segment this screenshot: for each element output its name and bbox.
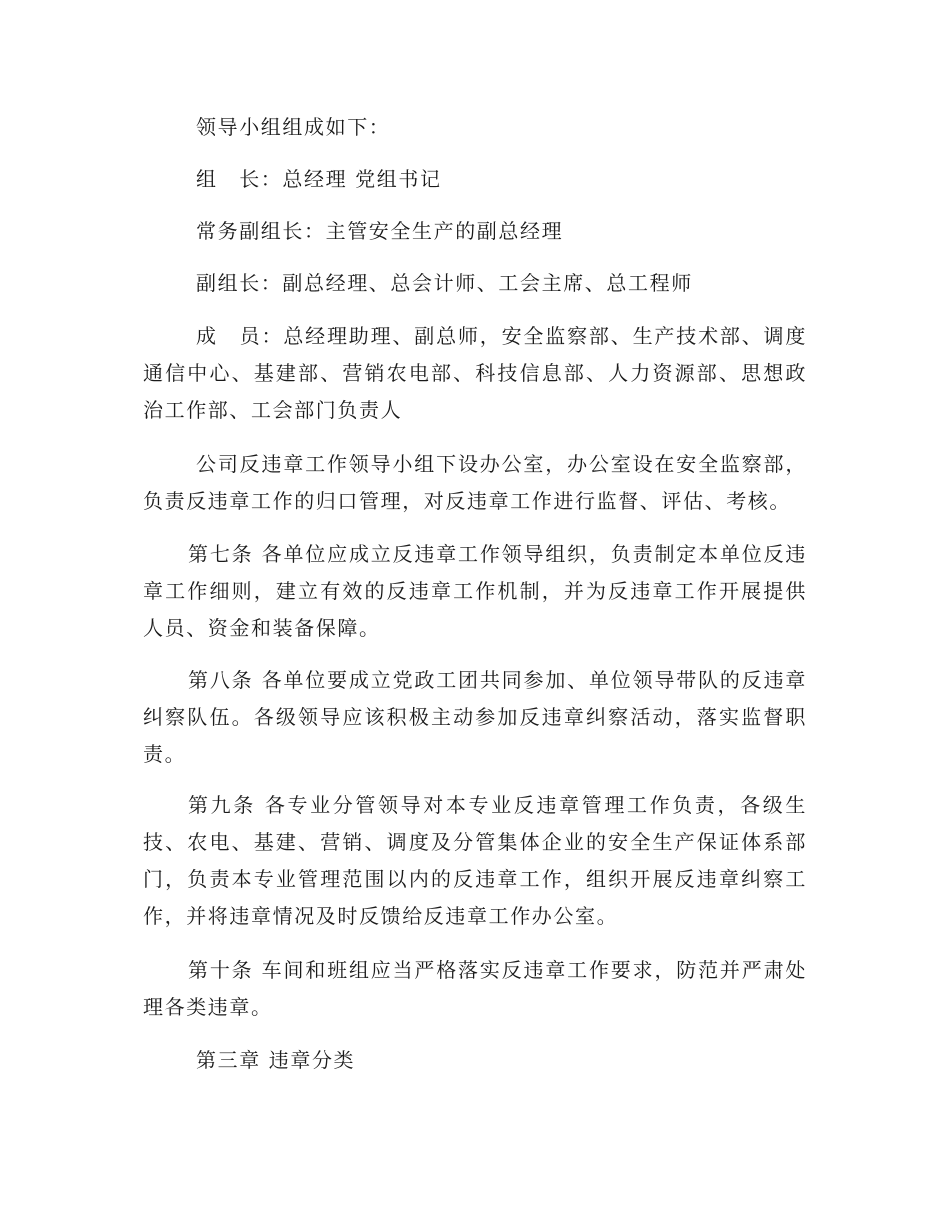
article-10-paragraph: 第十条 车间和班组应当严格落实反违章工作要求，防范并严肃处理各类违章。 (143, 958, 807, 1019)
deputy-line: 副组长：副总经理、总会计师、工会主席、总工程师 (196, 271, 693, 295)
office-paragraph: 公司反违章工作领导小组下设办公室，办公室设在安全监察部，负责反违章工作的归口管理，对反违章工作进行监督、评估、考核。 (143, 452, 807, 513)
article-7-paragraph: 第七条 各单位应成立反违章工作领导组织，负责制定本单位反违章工作细则，建立有效的反违章工作机制，并为反违章工作开展提供人员、资金和装备保障。 (143, 542, 807, 640)
article-9-paragraph: 第九条 各专业分管领导对本专业反违章管理工作负责，各级生技、农电、基建、营销、调度及分管集体企业的安全生产保证体系部门，负责本专业管理范围以内的反违章工作，组织开展反违章纠察工作，并将违章情况及时反馈给反违章工作办公室。 (143, 793, 807, 928)
chapter-3-heading: 第三章 违章分类 (196, 1048, 356, 1072)
members-paragraph: 成 员：总经理助理、副总师，安全监察部、生产技术部、调度通信中心、基建部、营销农电部、科技信息部、人力资源部、思想政治工作部、工会部门负责人 (143, 324, 807, 422)
executive-deputy-line: 常务副组长：主管安全生产的副总经理 (196, 219, 564, 243)
leader-line: 组 长：总经理 党组书记 (196, 167, 442, 191)
leadership-intro: 领导小组组成如下： (196, 115, 391, 139)
article-8-paragraph: 第八条 各单位要成立党政工团共同参加、单位领导带队的反违章纠察队伍。各级领导应该积极主动参加反违章纠察活动，落实监督职责。 (143, 668, 807, 766)
